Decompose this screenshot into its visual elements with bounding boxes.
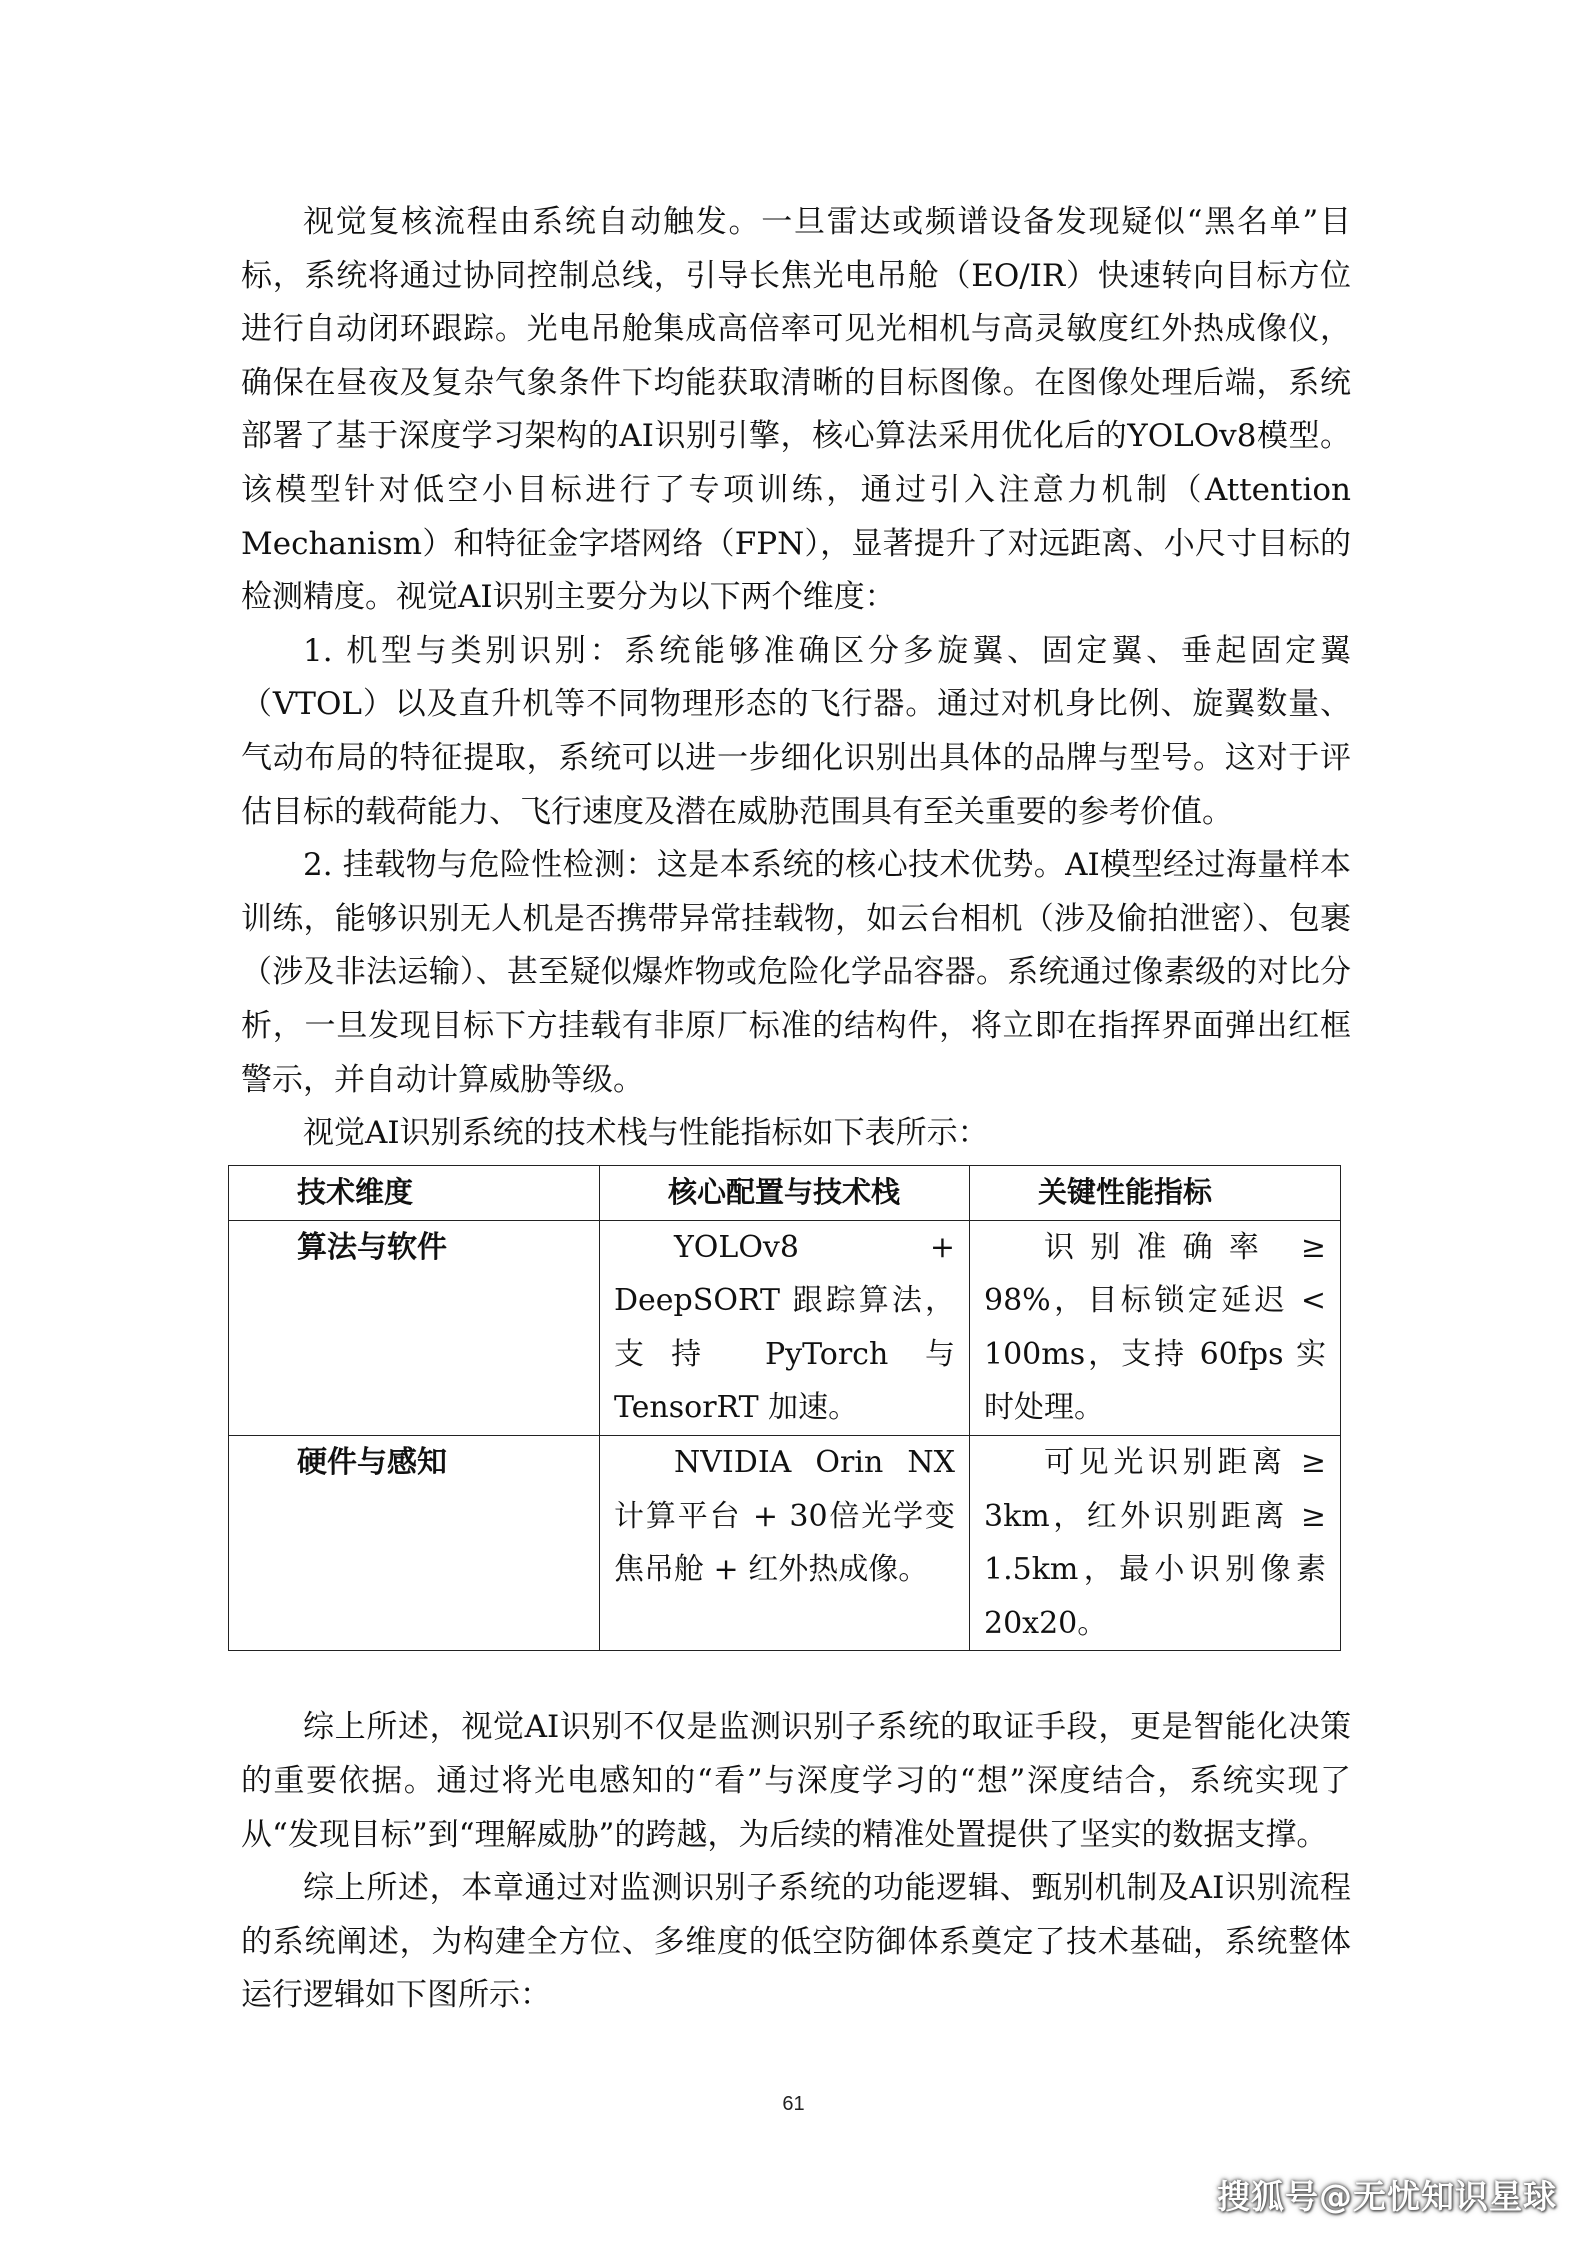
page-number: 61 — [782, 2093, 805, 2115]
tech-stack-table — [228, 1165, 1341, 1652]
table-intro: 视觉AI识别系统的技术栈与性能指标如下表所示： — [303, 1115, 989, 1152]
document-body — [241, 196, 1351, 2023]
table-cell-metrics: 可见光识别距离 ≥ 3km，红外识别距离 ≥ 1.5km，最小识别像素 20x20。 — [970, 1436, 1341, 1651]
table-cell-dimension: 算法与软件 — [229, 1220, 600, 1435]
watermark: 搜狐号@无忧知识星球 — [1217, 2177, 1557, 2216]
table-cell-stack: NVIDIA Orin NX 计算平台 + 30倍光学变焦吊舱 + 红外热成像。 — [600, 1436, 970, 1651]
paragraph-item-1: 1. 机型与类别识别：系统能够准确区分多旋翼、固定翼、垂起固定翼（VTOL）以及直升机等不同物理形态的飞行器。通过对机身比例、旋翼数量、气动布局的特征提取，系统可以进一步细化识别出具体的品牌与型号。这对于评估目标的载荷能力、飞行速度及潜在威胁范围具有至关重要的参考价值。 — [241, 632, 1351, 830]
table-header-dimension: 技术维度 — [229, 1165, 600, 1220]
table-cell-stack: YOLOv8 + DeepSORT 跟踪算法，支持 PyTorch 与 TensorRT 加速。 — [600, 1220, 970, 1435]
paragraph-summary-2: 综上所述，本章通过对监测识别子系统的功能逻辑、甄别机制及AI识别流程的系统阐述，为构建全方位、多维度的低空防御体系奠定了技术基础，系统整体运行逻辑如下图所示： — [241, 1870, 1351, 2014]
table-header-row — [229, 1165, 1341, 1220]
table-row — [229, 1220, 1341, 1435]
paragraph-summary-1: 综上所述，视觉AI识别不仅是监测识别子系统的取证手段，更是智能化决策的重要依据。通过将光电感知的“看”与深度学习的“想”深度结合，系统实现了从“发现目标”到“理解威胁”的跨越，为后续的精准处置提供了坚实的数据支撑。 — [241, 1709, 1351, 1853]
table-header-stack: 核心配置与技术栈 — [600, 1165, 970, 1220]
table-cell-dimension: 硬件与感知 — [229, 1436, 600, 1651]
table-cell-metrics: 识别准确率 ≥ 98%，目标锁定延迟 < 100ms，支持 60fps 实时处理。 — [970, 1220, 1341, 1435]
table-row — [229, 1436, 1341, 1651]
paragraph-item-2: 2. 挂载物与危险性检测：这是本系统的核心技术优势。AI模型经过海量样本训练，能够识别无人机是否携带异常挂载物，如云台相机（涉及偷拍泄密）、包裹（涉及非法运输）、甚至疑似爆炸物或危险化学品容器。系统通过像素级的对比分析，一旦发现目标下方挂载有非原厂标准的结构件，将立即在指挥界面弹出红框警示，并自动计算威胁等级。 — [241, 847, 1351, 1098]
table-header-metrics: 关键性能指标 — [970, 1165, 1341, 1220]
paragraph-visual-review: 视觉复核流程由系统自动触发。一旦雷达或频谱设备发现疑似“黑名单”目标，系统将通过协同控制总线，引导长焦光电吊舱（EO/IR）快速转向目标方位进行自动闭环跟踪。光电吊舱集成高倍率可见光相机与高灵敏度红外热成像仪，确保在昼夜及复杂气象条件下均能获取清晰的目标图像。在图像处理后端，系统部署了基于深度学习架构的AI识别引擎，核心算法采用优化后的YOLOv8模型。该模型针对低空小目标进行了专项训练，通过引入注意力机制（Attention Mechanism）和特征金字塔网络（FPN），显著提升了对远距离、小尺寸目标的检测精度。视觉AI识别主要分为以下两个维度： — [241, 204, 1351, 616]
